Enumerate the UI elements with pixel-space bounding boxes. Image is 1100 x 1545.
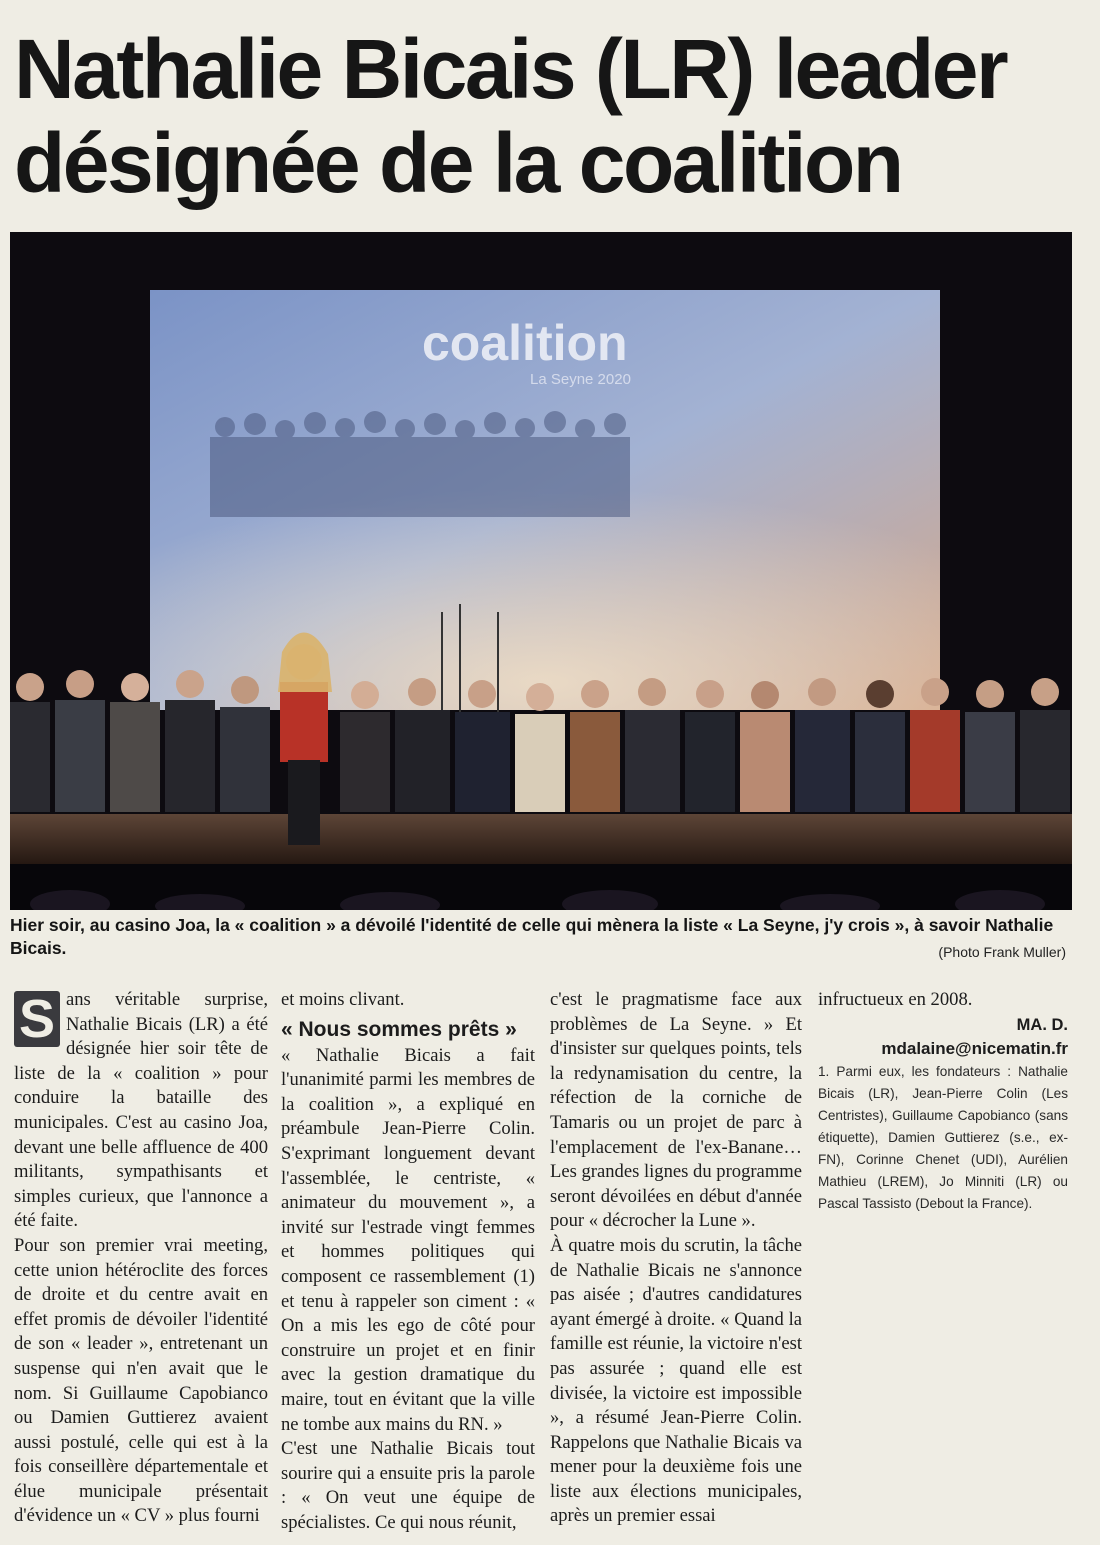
screen-logo-subtext: La Seyne 2020 bbox=[530, 371, 631, 388]
section-subheading: « Nous sommes prêts » bbox=[281, 1017, 517, 1041]
article-column-4 bbox=[818, 988, 1068, 1536]
photo-caption: Hier soir, au casino Joa, la « coalition » a dévoilé l'identité de celle qui mènera la liste « La Seyne, j'y crois », à savoir Nathalie Bicais. bbox=[10, 915, 1054, 958]
paragraph-4-continued: c'est le pragmatisme face aux problèmes de La Seyne. » Et d'insister sur quelques points, tels la redynamisation du centre, la réfection de la corniche de Tamaris ou un projet de parc à l'emplacement de l'ex-Banane… Les grandes lignes du programme seront dévoilées en début d'année pour « décrocher la Lune ». bbox=[550, 989, 802, 1232]
stage-photo-illustration bbox=[10, 232, 1072, 910]
drop-cap: S bbox=[14, 991, 60, 1047]
author-signature: MA. D. bbox=[1016, 1015, 1068, 1034]
paragraph-3: « Nathalie Bicais a fait l'unanimité parmi les membres de la coalition », a expliqué en préambule Jean-Pierre Colin. S'exprimant longuement devant l'assemblée, le centriste, « animateur du mouvement », a invité sur l'estrade vingt femmes et hommes politiques qui composent ce rassemblement (1) et tenu à rappeler son ciment : « On a mis les ego de côté pour construire un projet et en finir avec la gestion dramatique du maire, tout en évitant que la ville ne tombe aux mains du RN. » bbox=[281, 1044, 535, 1435]
photo-credit: (Photo Frank Muller) bbox=[938, 944, 1066, 960]
footnote: 1. Parmi eux, les fondateurs : Nathalie Bicais (LR), Jean-Pierre Colin (Les Centristes), Guillaume Capobianco (sans étiquette), Damien Guttierez (s.e., ex-FN), Corinne Chenet (UDI), Aurélien Mathieu (LREM), Jo Minniti (LR) ou Pascal Tassisto (Debout la France). bbox=[818, 1063, 1068, 1211]
paragraph-2-continued: et moins clivant. bbox=[281, 989, 405, 1010]
headline-line-1: Nathalie Bicais (LR) leader bbox=[14, 22, 1007, 116]
stage-floor bbox=[10, 814, 1072, 864]
author-email-link[interactable]: mdalaine@nicematin.fr bbox=[881, 1038, 1068, 1058]
article-headline bbox=[14, 22, 1084, 210]
paragraph-4: C'est une Nathalie Bicais tout sourire qui a ensuite pris la parole : « On veut une équipe de spécialistes. Ce qui nous réunit, bbox=[281, 1438, 535, 1533]
paragraph-2: Pour son premier vrai meeting, cette union hétéroclite des forces de droite et du centre avait en effet promis de dévoiler l'identité de son « leader », entretenant un suspense qui n'en avait que le nom. Si Guillaume Capobianco ou Damien Guttierez avaient aussi postulé, celle qui est à la fois conseillère départementale et élue municipale présentait d'évidence un « CV » plus fourni bbox=[14, 1234, 268, 1527]
article-column-3 bbox=[550, 988, 802, 1536]
headline-line-2: désignée de la coalition bbox=[14, 116, 902, 210]
article-photo bbox=[10, 232, 1072, 910]
article-column-1 bbox=[14, 988, 268, 1536]
paragraph-5: À quatre mois du scrutin, la tâche de Nathalie Bicais ne s'annonce pas aisée ; d'autres candidatures ayant émergé à droite. « Quand la famille est réunie, la victoire n'est pas assurée ; quand elle est divisée, la victoire est impossible », a résumé Jean-Pierre Colin. Rappelons que Nathalie Bicais va mener pour la deuxième fois une liste aux élections municipales, après un premier essai bbox=[550, 1234, 802, 1527]
paragraph-5-continued: infructueux en 2008. bbox=[818, 989, 973, 1010]
article-column-2 bbox=[281, 988, 535, 1536]
screen-logo-text: coalition bbox=[422, 315, 628, 371]
paragraph-1: ans véritable surprise, Nathalie Bicais (LR) a été désignée hier soir tête de liste de la « coalition » pour conduire la bataille des municipales. C'est au casino Joa, devant une belle affluence de 400 militants, sympathisants et simples curieux, que l'annonce a été faite. bbox=[14, 989, 268, 1232]
